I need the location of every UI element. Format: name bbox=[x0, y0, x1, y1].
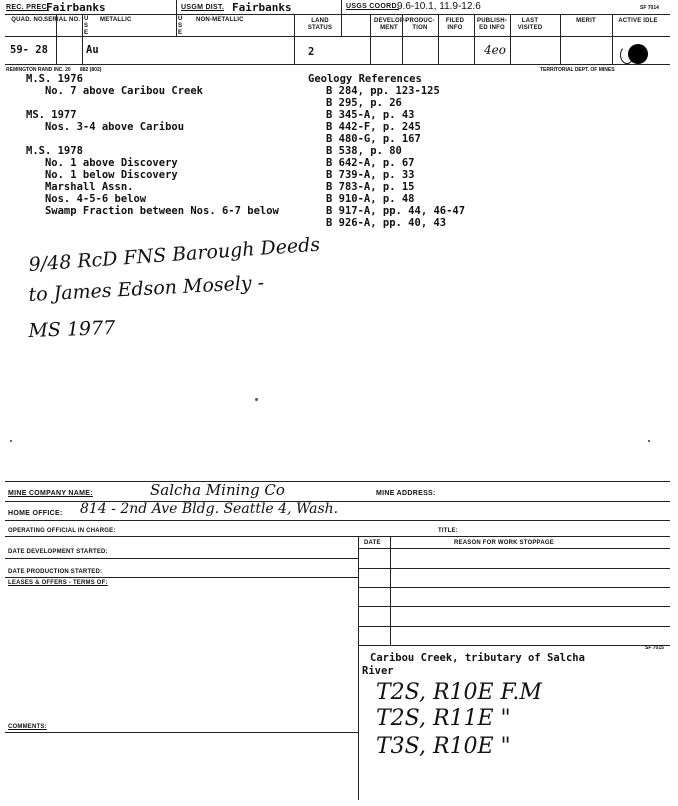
dev-started-label: DATE DEVELOPMENT STARTED: bbox=[8, 549, 108, 555]
form-code-lower: SF 7015 bbox=[645, 645, 664, 651]
claim-line: M.S. 1978 bbox=[26, 145, 83, 157]
scan-speck bbox=[648, 440, 650, 442]
leases-label: LEASES & OFFERS - TERMS OF: bbox=[8, 580, 108, 586]
claim-line: Nos. 4-5-6 below bbox=[26, 193, 147, 205]
col-published-info: PUBLISH-ED INFO bbox=[477, 18, 507, 31]
usgs-coord-value: 9.6-10.1, 11.9-12.6 bbox=[397, 1, 481, 12]
claim-line bbox=[26, 133, 279, 145]
scan-speck bbox=[255, 398, 258, 401]
geology-references bbox=[308, 73, 465, 229]
rec-prec-label: REC. PREC. bbox=[6, 4, 50, 11]
header-bottom-rule bbox=[5, 36, 670, 37]
handwritten-note-line3: MS 1977 bbox=[28, 316, 116, 342]
comments-label: COMMENTS: bbox=[8, 724, 47, 730]
prod-started-label: DATE PRODUCTION STARTED: bbox=[8, 569, 103, 575]
usgs-coord-label: USGS COORD. bbox=[346, 3, 400, 10]
claims-list bbox=[26, 73, 279, 217]
printer-codes: 882 (802) bbox=[80, 67, 102, 73]
reference-item: B 480-G, p. 167 bbox=[326, 133, 421, 145]
col-metallic: METALLIC bbox=[100, 17, 132, 23]
claim-line: Nos. 3-4 above Caribou bbox=[26, 121, 185, 133]
col-nonmetallic: NON-METALLIC bbox=[196, 17, 244, 23]
claim-line bbox=[26, 97, 279, 109]
mine-company-value: Salcha Mining Co bbox=[150, 481, 285, 499]
col-nonmetallic-use: U S E bbox=[178, 16, 183, 36]
reference-item: B 917-A, pp. 44, 46-47 bbox=[326, 205, 466, 217]
quad-serial-value: 59- 28 bbox=[10, 44, 48, 56]
claim-line: Marshall Assn. bbox=[26, 181, 134, 193]
date-label: DATE bbox=[364, 540, 381, 546]
row-bottom-rule bbox=[5, 64, 670, 65]
reference-item: B 442-F, p. 245 bbox=[326, 121, 421, 133]
active-dot bbox=[628, 44, 648, 64]
col-land-status: LAND STATUS bbox=[307, 18, 333, 31]
operating-official-label: OPERATING OFFICIAL IN CHARGE: bbox=[8, 528, 116, 534]
reference-item: B 295, p. 26 bbox=[326, 97, 402, 109]
reference-item: B 739-A, p. 33 bbox=[326, 169, 415, 181]
mine-address-label: MINE ADDRESS: bbox=[376, 490, 436, 497]
col-production: PRODUC-TION bbox=[405, 18, 435, 31]
township-line3: T3S, R10E " bbox=[376, 734, 511, 759]
col-last-visited: LAST VISITED bbox=[517, 18, 543, 31]
location-line2: River bbox=[362, 665, 394, 677]
reference-item: B 345-A, p. 43 bbox=[326, 109, 415, 121]
claim-line: Swamp Fraction between Nos. 6-7 below bbox=[26, 205, 279, 217]
handwritten-note-line1: 9/48 RcD FNS Barough Deeds bbox=[28, 233, 321, 276]
rec-prec-value: Fairbanks bbox=[46, 1, 106, 14]
location-line1: Caribou Creek, tributary of Salcha bbox=[370, 652, 585, 664]
usgm-dist-value: Fairbanks bbox=[232, 1, 292, 14]
land-status-value: 2 bbox=[308, 46, 315, 58]
usgm-dist-label: USGM DIST. bbox=[181, 4, 225, 11]
metallic-value: Au bbox=[86, 44, 99, 56]
reference-item: B 642-A, p. 67 bbox=[326, 157, 415, 169]
lower-top-rule bbox=[5, 481, 670, 482]
township-line1: T2S, R10E F.M bbox=[376, 680, 542, 705]
col-development: DEVELOP-MENT bbox=[374, 18, 407, 31]
township-line2: T2S, R11E " bbox=[376, 706, 511, 731]
reference-item: B 538, p. 80 bbox=[326, 145, 402, 157]
claim-line: M.S. 1976 bbox=[26, 73, 83, 85]
col-serial-no: SERIAL NO. bbox=[44, 17, 81, 23]
territorial-dept: TERRITORIAL DEPT. OF MINES bbox=[540, 67, 615, 73]
col-filed-info: FILED INFO bbox=[445, 18, 465, 31]
col-active-idle: ACTIVE IDLE bbox=[618, 18, 658, 24]
claim-line: No. 1 below Discovery bbox=[26, 169, 178, 181]
printer-credit: REMINGTON RAND INC. 20 bbox=[6, 67, 71, 73]
top-rule bbox=[5, 14, 670, 15]
col-merit: MERIT bbox=[576, 18, 596, 24]
reference-item: B 910-A, p. 48 bbox=[326, 193, 415, 205]
claim-line: No. 1 above Discovery bbox=[26, 157, 178, 169]
col-metallic-use: U S E bbox=[84, 16, 89, 36]
claim-line: MS. 1977 bbox=[26, 109, 77, 121]
reference-item: B 783-A, p. 15 bbox=[326, 181, 415, 193]
references-title: Geology References bbox=[308, 73, 422, 85]
mine-company-label: MINE COMPANY NAME: bbox=[8, 490, 93, 497]
claim-line: No. 7 above Caribou Creek bbox=[26, 85, 204, 97]
handwritten-note-line2: to James Edson Mosely - bbox=[28, 271, 265, 306]
reference-item: B 284, pp. 123-125 bbox=[326, 85, 440, 97]
reason-label: REASON FOR WORK STOPPAGE bbox=[454, 540, 554, 546]
published-info-value: 4eo bbox=[484, 43, 506, 57]
reference-item: B 926-A, pp. 40, 43 bbox=[326, 217, 447, 229]
form-code-top: SF 7014 bbox=[640, 5, 659, 11]
title-label: TITLE: bbox=[438, 528, 458, 534]
home-office-value: 814 - 2nd Ave Bldg. Seattle 4, Wash. bbox=[80, 501, 339, 517]
col-quad-no: QUAD. NO. bbox=[11, 17, 45, 23]
home-office-label: HOME OFFICE: bbox=[8, 510, 63, 517]
scan-speck bbox=[10, 440, 12, 442]
